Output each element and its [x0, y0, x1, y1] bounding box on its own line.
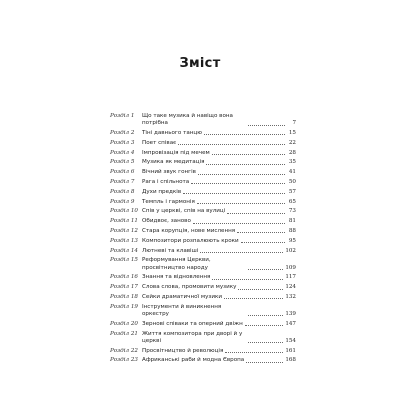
toc-dot-leader — [241, 242, 285, 243]
toc-dot-leader — [245, 325, 284, 326]
toc-dot-leader — [178, 144, 285, 145]
toc-entry — [110, 228, 296, 235]
toc-dot-leader — [200, 252, 283, 253]
toc-dot-leader — [212, 154, 285, 155]
toc-entry — [110, 179, 296, 186]
toc-entry — [110, 331, 296, 345]
toc-chapter-label: Розділ 7 — [110, 178, 135, 185]
toc-entry — [110, 304, 296, 318]
toc-page-number: 147 — [285, 320, 296, 327]
toc-chapter-label: Розділ 19 — [110, 303, 138, 310]
toc-page-number: 73 — [288, 208, 296, 215]
toc-page-number: 102 — [285, 247, 296, 254]
page-title: Зміст — [179, 56, 221, 71]
toc-entry — [110, 199, 296, 206]
table-of-contents — [110, 113, 296, 367]
toc-page-number: 22 — [288, 139, 296, 146]
toc-entry — [110, 130, 296, 137]
toc-chapter-title: Зернові співаки та оперний двіжн — [142, 320, 243, 327]
toc-chapter-label: Розділ 2 — [110, 130, 135, 136]
toc-dot-leader — [248, 125, 285, 126]
toc-chapter-label: Розділ 21 — [110, 330, 138, 337]
toc-title-cell — [142, 208, 287, 215]
toc-chapter-label: Розділ 17 — [110, 284, 138, 291]
toc-chapter-title: Тіні давнього танцю — [142, 130, 202, 136]
toc-chapter-label: Розділ 20 — [110, 320, 138, 327]
toc-chapter-title: Композитори розпалюють кроки — [142, 237, 239, 244]
toc-title-cell — [142, 113, 287, 127]
toc-chapter-label: Розділ 5 — [110, 159, 135, 166]
toc-chapter-label: Розділ 22 — [110, 347, 138, 354]
toc-entry — [110, 208, 296, 215]
toc-title-cell — [142, 218, 287, 225]
toc-dot-leader — [206, 164, 285, 165]
toc-dot-leader — [227, 213, 285, 214]
toc-entry — [110, 284, 296, 291]
toc-entry — [110, 321, 296, 328]
toc-dot-leader — [183, 193, 285, 194]
toc-entry — [110, 113, 296, 127]
toc-page-number: 139 — [285, 310, 296, 317]
toc-title-cell — [142, 189, 287, 196]
toc-chapter-label: Розділ 9 — [110, 198, 135, 205]
toc-page-number: 50 — [288, 178, 296, 185]
toc-chapter-label: Розділ 4 — [110, 149, 135, 156]
toc-entry — [110, 169, 296, 176]
toc-page-number: 81 — [288, 218, 296, 225]
toc-dot-leader — [197, 203, 285, 204]
toc-dot-leader — [198, 174, 285, 175]
toc-chapter-title: Інструменти й виникнення оркестру — [142, 303, 222, 317]
toc-chapter-label: Розділ 13 — [110, 237, 138, 244]
toc-dot-leader — [238, 289, 283, 290]
toc-entry — [110, 150, 296, 157]
toc-chapter-title: Рага і спільнота — [142, 178, 190, 185]
toc-chapter-title: Обидвоє, заново — [142, 218, 191, 225]
toc-title-cell — [142, 238, 287, 245]
toc-chapter-title: Просвітництво й революція — [142, 347, 224, 354]
toc-page-number: 88 — [288, 227, 296, 234]
toc-dot-leader — [212, 279, 283, 280]
toc-entry — [110, 159, 296, 166]
toc-dot-leader — [225, 352, 283, 353]
toc-chapter-title: Стара корупція, нове мислення — [142, 227, 236, 234]
toc-entry — [110, 248, 296, 255]
toc-title-cell — [142, 140, 287, 147]
toc-entry — [110, 189, 296, 196]
toc-title-cell — [142, 294, 285, 301]
toc-title-cell — [142, 169, 287, 176]
toc-chapter-label: Розділ 3 — [110, 139, 135, 146]
toc-chapter-title: Духи предків — [142, 188, 182, 195]
toc-page-number: 15 — [288, 130, 296, 136]
toc-title-cell — [142, 228, 287, 235]
toc-entry — [110, 348, 296, 355]
toc-page-number: 7 — [292, 120, 296, 127]
toc-title-cell — [142, 179, 287, 186]
toc-title-cell — [142, 159, 287, 166]
toc-page-number: 95 — [288, 237, 296, 244]
toc-chapter-label: Розділ 16 — [110, 274, 138, 281]
toc-entry — [110, 357, 296, 364]
toc-title-cell — [142, 357, 285, 364]
toc-chapter-title: Реформування Церкви, просвітництво народу — [142, 257, 211, 271]
toc-chapter-title: Спів у церкві, спів на вулиці — [142, 208, 226, 215]
toc-page-number: 28 — [288, 149, 296, 156]
toc-chapter-label: Розділ 15 — [110, 257, 138, 264]
toc-title-cell — [142, 257, 285, 271]
toc-dot-leader — [248, 315, 283, 316]
toc-dot-leader — [246, 362, 283, 363]
toc-dot-leader — [204, 134, 285, 135]
toc-page-number: 161 — [285, 347, 296, 354]
toc-entry — [110, 294, 296, 301]
toc-title-cell — [142, 331, 285, 345]
toc-page-number: 57 — [288, 188, 296, 195]
toc-chapter-label: Розділ 12 — [110, 227, 138, 234]
toc-entry — [110, 140, 296, 147]
toc-page-number: 154 — [285, 337, 296, 344]
toc-title-cell — [142, 348, 285, 355]
toc-entry — [110, 238, 296, 245]
toc-chapter-label: Розділ 18 — [110, 293, 138, 300]
toc-entry — [110, 257, 296, 271]
toc-chapter-title: Слова слова, промовити музику — [142, 284, 237, 291]
toc-chapter-label: Розділ 6 — [110, 169, 135, 176]
toc-chapter-title: Що таке музика й навіщо вона потрібна — [142, 113, 233, 127]
toc-chapter-title: Вічний звук гонгів — [142, 169, 196, 176]
toc-dot-leader — [248, 342, 283, 343]
toc-chapter-title: Сейки драматичної музики — [142, 293, 223, 300]
toc-title-cell — [142, 284, 285, 291]
toc-chapter-label: Розділ 23 — [110, 357, 138, 364]
toc-chapter-title: Темпль і гармонія — [142, 198, 195, 205]
toc-page-number: 109 — [285, 264, 296, 271]
toc-title-cell — [142, 248, 285, 255]
toc-page-number: 41 — [288, 169, 296, 176]
toc-entry — [110, 218, 296, 225]
toc-title-cell — [142, 150, 287, 157]
toc-chapter-title: Африканські раби й модна Європа — [142, 357, 245, 364]
toc-page-number: 124 — [285, 284, 296, 291]
toc-entry — [110, 274, 296, 281]
toc-dot-leader — [193, 223, 285, 224]
toc-chapter-title: Музика як медитація — [142, 159, 205, 166]
toc-page-number: 132 — [285, 293, 296, 300]
toc-chapter-title: Імпровізація під мечем — [142, 149, 210, 156]
toc-page-number: 168 — [285, 357, 296, 364]
toc-dot-leader — [191, 183, 285, 184]
toc-page-number: 117 — [285, 274, 296, 281]
toc-dot-leader — [248, 269, 283, 270]
toc-chapter-label: Розділ 10 — [110, 208, 138, 215]
toc-title-cell — [142, 199, 287, 206]
toc-chapter-title: Знання та відновлення — [142, 274, 211, 281]
toc-title-cell — [142, 130, 287, 137]
toc-chapter-label: Розділ 14 — [110, 247, 138, 254]
toc-chapter-title: Поет співає — [142, 139, 177, 146]
toc-title-cell — [142, 321, 285, 328]
toc-dot-leader — [237, 232, 285, 233]
toc-chapter-label: Розділ 11 — [110, 218, 138, 225]
toc-title-cell — [142, 304, 285, 318]
toc-page-number: 35 — [288, 159, 296, 166]
toc-chapter-title: Лютневі та клавіші — [142, 247, 199, 254]
toc-chapter-title: Життя композитора при дворі й у церкві — [142, 330, 243, 344]
toc-page-number: 65 — [288, 198, 296, 205]
toc-chapter-label: Розділ 8 — [110, 188, 135, 195]
toc-title-cell — [142, 274, 285, 281]
toc-dot-leader — [224, 298, 283, 299]
toc-chapter-label: Розділ 1 — [110, 113, 135, 119]
